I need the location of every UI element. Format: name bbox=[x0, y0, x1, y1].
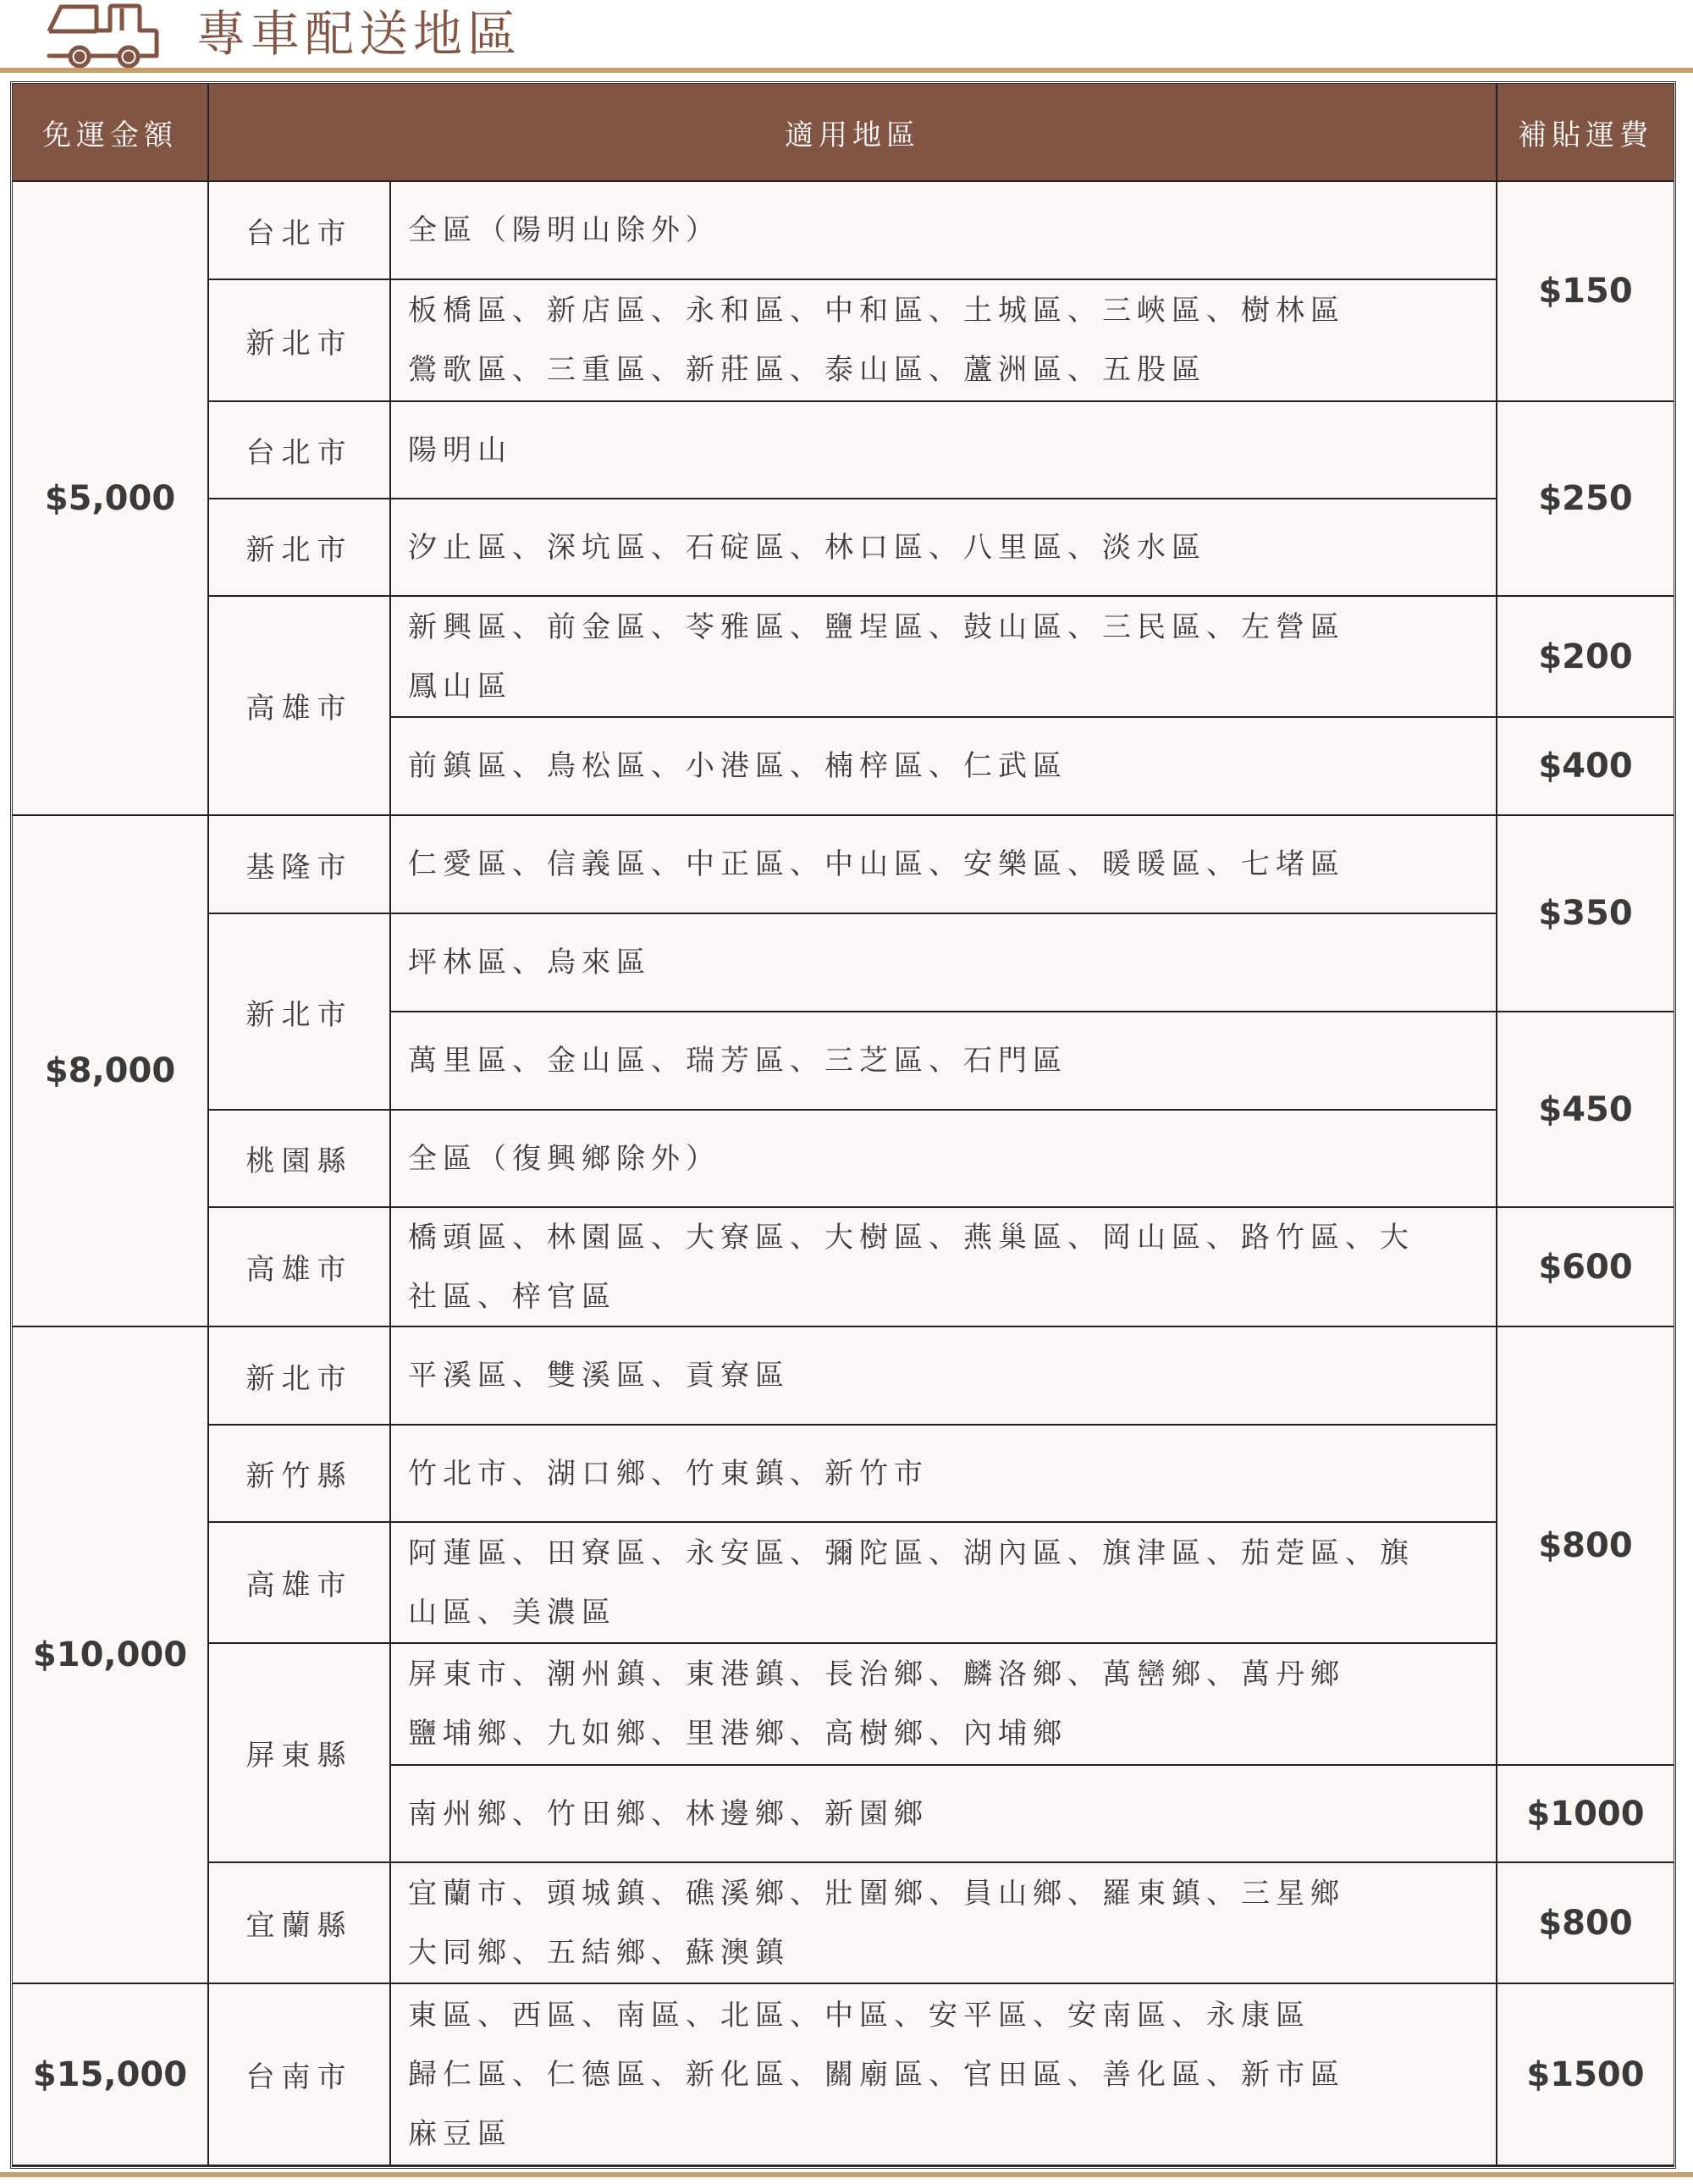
truck-icon bbox=[44, 3, 163, 68]
city-cell: 基隆市 bbox=[209, 816, 391, 914]
area-list bbox=[391, 597, 1497, 718]
city-cell: 台北市 bbox=[209, 402, 391, 499]
area-line: 南州鄉、竹田鄉、林邊鄉、新園鄉 bbox=[408, 1796, 929, 1831]
area-list bbox=[391, 1523, 1497, 1644]
bottom-divider bbox=[0, 2172, 1693, 2177]
area-list bbox=[391, 1012, 1497, 1111]
area-list bbox=[391, 280, 1497, 402]
area-line: 屏東市、潮州鎮、東港鎮、長治鄉、麟洛鄉、萬巒鄉、萬丹鄉 bbox=[408, 1657, 1345, 1691]
city-cell: 高雄市 bbox=[209, 597, 391, 816]
city-cell: 新北市 bbox=[209, 914, 391, 1111]
city-cell: 新北市 bbox=[209, 1327, 391, 1426]
area-line: 宜蘭市、頭城鎮、礁溪鄉、壯圍鄉、員山鄉、羅東鎮、三星鄉 bbox=[408, 1876, 1345, 1911]
fee-cell: $200 bbox=[1497, 597, 1674, 718]
area-list bbox=[391, 1111, 1497, 1208]
fee-cell: $350 bbox=[1497, 816, 1674, 1012]
column-header-applicable-areas: 適用地區 bbox=[209, 84, 1497, 182]
fee-cell: $1000 bbox=[1497, 1766, 1674, 1863]
area-list bbox=[391, 1426, 1497, 1523]
column-header-free-shipping-amount: 免運金額 bbox=[13, 84, 209, 182]
fee-cell: $600 bbox=[1497, 1208, 1674, 1327]
area-line: 板橋區、新店區、永和區、中和區、土城區、三峽區、樹林區 bbox=[408, 294, 1345, 328]
tier-amount: $5,000 bbox=[13, 182, 209, 816]
city-cell: 台南市 bbox=[209, 1984, 391, 2166]
tier-amount: $15,000 bbox=[13, 1984, 209, 2166]
area-line: 前鎮區、鳥松區、小港區、楠梓區、仁武區 bbox=[408, 749, 1067, 783]
area-line: 萬里區、金山區、瑞芳區、三芝區、石門區 bbox=[408, 1044, 1067, 1078]
fee-cell: $800 bbox=[1497, 1863, 1674, 1984]
area-list bbox=[391, 816, 1497, 914]
city-cell: 桃園縣 bbox=[209, 1111, 391, 1208]
area-list bbox=[391, 1208, 1497, 1327]
area-list bbox=[391, 1863, 1497, 1984]
area-line: 全區（陽明山除外） bbox=[408, 213, 720, 247]
page-header bbox=[0, 0, 1693, 68]
area-list bbox=[391, 718, 1497, 816]
fee-cell: $1500 bbox=[1497, 1984, 1674, 2166]
title-divider bbox=[0, 68, 1693, 73]
area-line: 麻豆區 bbox=[408, 2116, 512, 2151]
column-header-subsidized-fee: 補貼運費 bbox=[1497, 84, 1674, 182]
fee-cell: $800 bbox=[1497, 1327, 1674, 1766]
area-line: 平溪區、雙溪區、貢寮區 bbox=[408, 1359, 790, 1393]
area-line: 社區、梓官區 bbox=[408, 1279, 616, 1314]
area-line: 鳳山區 bbox=[408, 669, 512, 703]
area-line: 橋頭區、林園區、大寮區、大樹區、燕巢區、岡山區、路竹區、大 bbox=[408, 1220, 1415, 1255]
city-cell: 宜蘭縣 bbox=[209, 1863, 391, 1984]
area-line: 東區、西區、南區、北區、中區、安平區、安南區、永康區 bbox=[408, 1998, 1310, 2032]
area-line: 山區、美濃區 bbox=[408, 1595, 616, 1630]
area-list bbox=[391, 1766, 1497, 1863]
area-line: 陽明山 bbox=[408, 433, 512, 467]
city-cell: 新北市 bbox=[209, 499, 391, 597]
fee-cell: $250 bbox=[1497, 402, 1674, 597]
city-cell: 屏東縣 bbox=[209, 1644, 391, 1863]
area-line: 坪林區、烏來區 bbox=[408, 946, 651, 979]
tier-amount: $10,000 bbox=[13, 1327, 209, 1984]
city-cell: 新竹縣 bbox=[209, 1426, 391, 1523]
area-line: 汐止區、深坑區、石碇區、林口區、八里區、淡水區 bbox=[408, 530, 1206, 565]
tier-amount: $8,000 bbox=[13, 816, 209, 1327]
area-line: 竹北市、湖口鄉、竹東鎮、新竹市 bbox=[408, 1456, 929, 1491]
city-cell: 高雄市 bbox=[209, 1208, 391, 1327]
area-line: 仁愛區、信義區、中正區、中山區、安樂區、暖暖區、七堵區 bbox=[408, 847, 1345, 881]
fee-cell: $150 bbox=[1497, 182, 1674, 402]
area-line: 鶯歌區、三重區、新莊區、泰山區、蘆洲區、五股區 bbox=[408, 353, 1206, 387]
area-line: 阿蓮區、田寮區、永安區、彌陀區、湖內區、旗津區、茄萣區、旗 bbox=[408, 1536, 1415, 1570]
area-list bbox=[391, 914, 1497, 1012]
area-line: 歸仁區、仁德區、新化區、關廟區、官田區、善化區、新市區 bbox=[408, 2057, 1345, 2092]
area-list bbox=[391, 182, 1497, 280]
area-list bbox=[391, 1984, 1497, 2166]
area-line: 新興區、前金區、苓雅區、鹽埕區、鼓山區、三民區、左營區 bbox=[408, 609, 1345, 644]
area-line: 全區（復興鄉除外） bbox=[408, 1141, 720, 1176]
area-list bbox=[391, 1327, 1497, 1426]
delivery-zone-table bbox=[10, 81, 1676, 2169]
area-list bbox=[391, 499, 1497, 597]
area-line: 鹽埔鄉、九如鄉、里港鄉、高樹鄉、內埔鄉 bbox=[408, 1717, 1067, 1751]
fee-cell: $400 bbox=[1497, 718, 1674, 816]
fee-cell: $450 bbox=[1497, 1012, 1674, 1208]
area-list bbox=[391, 1644, 1497, 1766]
city-cell: 高雄市 bbox=[209, 1523, 391, 1644]
area-list bbox=[391, 402, 1497, 499]
city-cell: 新北市 bbox=[209, 280, 391, 402]
area-line: 大同鄉、五結鄉、蘇澳鎮 bbox=[408, 1935, 790, 1970]
page-title: 專車配送地區 bbox=[196, 5, 522, 63]
city-cell: 台北市 bbox=[209, 182, 391, 280]
